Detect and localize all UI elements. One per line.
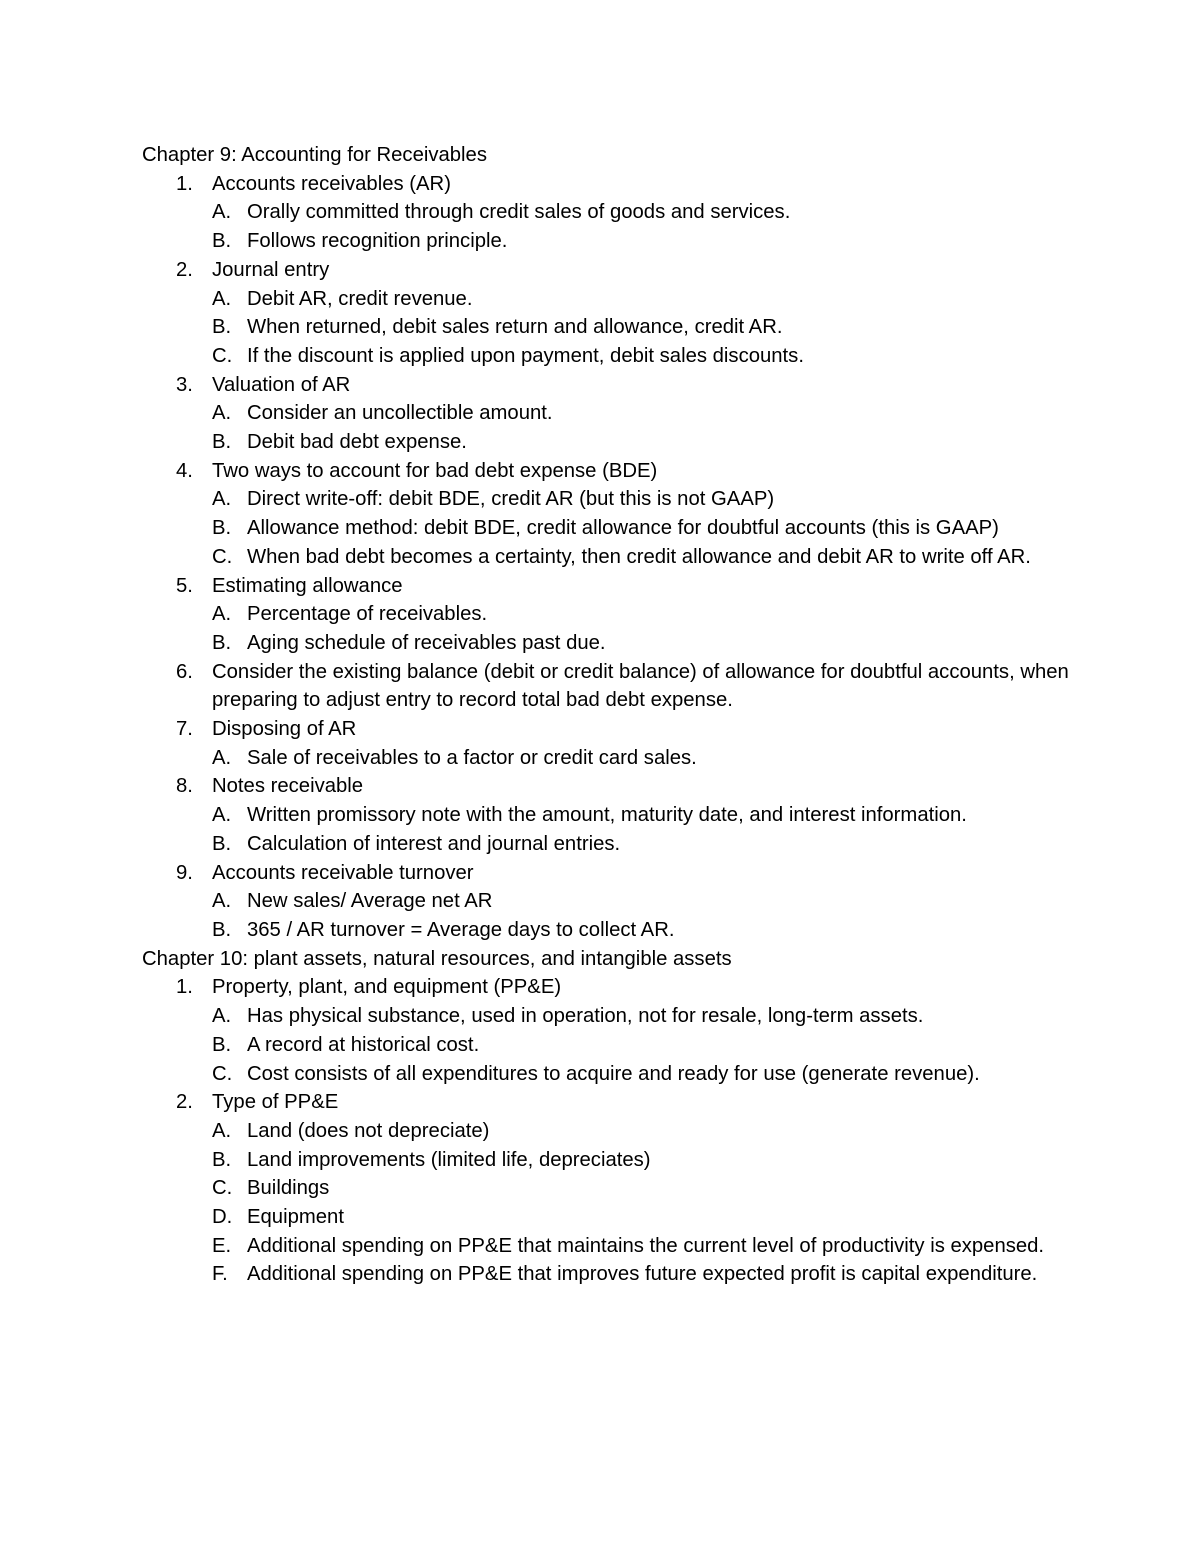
sublist-item-letter: D.: [212, 1206, 233, 1229]
sublist-item-letter: C.: [212, 1062, 233, 1085]
sublist-item-text: Debit bad debt expense.: [247, 431, 467, 454]
sublist-item-text: Percentage of receivables.: [247, 603, 488, 626]
sublist-item: [142, 1060, 1082, 1089]
sublist-item-letter: B.: [212, 1033, 232, 1056]
sublist-item-text: Land (does not depreciate): [247, 1119, 490, 1142]
sublist-item: [142, 543, 1082, 572]
sublist-item-letter: C.: [212, 1177, 233, 1200]
sublist-item-text: A record at historical cost.: [247, 1033, 480, 1056]
list-item-text: Accounts receivables (AR): [212, 172, 451, 195]
lettered-sublist: [142, 801, 1082, 858]
list-item: [142, 572, 1082, 658]
document-body: [142, 141, 1082, 1289]
lettered-sublist: [142, 1002, 1082, 1088]
lettered-sublist: [142, 1117, 1082, 1289]
sublist-item: [142, 227, 1082, 256]
sublist-item-text: Written promissory note with the amount, maturity date, and interest information.: [247, 804, 967, 827]
sublist-item-letter: B.: [212, 316, 232, 339]
list-item: [142, 715, 1082, 772]
sublist-item: [142, 1260, 1082, 1289]
sublist-item-text: Follows recognition principle.: [247, 230, 508, 253]
sublist-item-letter: A.: [212, 746, 232, 769]
sublist-item: [142, 916, 1082, 945]
sublist-item: [142, 887, 1082, 916]
sublist-item: [142, 600, 1082, 629]
list-item: [142, 772, 1082, 858]
sublist-item: [142, 428, 1082, 457]
sublist-item-text: 365 / AR turnover = Average days to collect AR.: [247, 918, 675, 941]
sublist-item-letter: B.: [212, 918, 232, 941]
sublist-item-letter: A.: [212, 603, 232, 626]
sublist-item-text: Has physical substance, used in operation, not for resale, long-term assets.: [247, 1005, 924, 1028]
chapter-section: [142, 141, 1082, 945]
list-item: [142, 859, 1082, 945]
sublist-item-letter: B.: [212, 832, 232, 855]
list-item-text: Consider the existing balance (debit or credit balance) of allowance for doubtful accounts, when preparing to adjust entry to record total bad debt expense.: [212, 660, 1069, 712]
sublist-item-text: Cost consists of all expenditures to acquire and ready for use (generate revenue).: [247, 1062, 980, 1085]
list-item-number: 2.: [176, 1091, 193, 1114]
sublist-item-letter: A.: [212, 201, 232, 224]
list-item-number: 9.: [176, 861, 193, 884]
sublist-item-text: Sale of receivables to a factor or credit card sales.: [247, 746, 697, 769]
sublist-item-text: If the discount is applied upon payment, debit sales discounts.: [247, 344, 804, 367]
sublist-item-text: Additional spending on PP&E that maintains the current level of productivity is expensed.: [247, 1234, 1045, 1257]
sublist-item-letter: B.: [212, 431, 232, 454]
lettered-sublist: [142, 600, 1082, 657]
sublist-item-letter: A.: [212, 287, 232, 310]
sublist-item-text: Debit AR, credit revenue.: [247, 287, 473, 310]
chapter-heading: Chapter 9: Accounting for Receivables: [142, 144, 487, 166]
sublist-item-text: New sales/ Average net AR: [247, 890, 493, 913]
sublist-item: [142, 285, 1082, 314]
sublist-item: [142, 485, 1082, 514]
sublist-item-letter: F.: [212, 1263, 228, 1286]
list-item-text: Notes receivable: [212, 775, 364, 798]
sublist-item-text: Allowance method: debit BDE, credit allowance for doubtful accounts (this is GAAP): [247, 517, 999, 540]
lettered-sublist: [142, 285, 1082, 371]
sublist-item-letter: B.: [212, 631, 232, 654]
list-item-number: 1.: [176, 976, 193, 999]
sublist-item: [142, 1174, 1082, 1203]
list-item: [142, 1088, 1082, 1289]
list-item-text: Journal entry: [212, 258, 330, 281]
list-item: [142, 457, 1082, 572]
sublist-item-text: Equipment: [247, 1206, 344, 1229]
sublist-item: [142, 399, 1082, 428]
sublist-item: [142, 313, 1082, 342]
numbered-list: [142, 170, 1082, 945]
sublist-item-text: Additional spending on PP&E that improves future expected profit is capital expenditure.: [247, 1263, 1038, 1286]
sublist-item: [142, 629, 1082, 658]
list-item-number: 6.: [176, 660, 193, 683]
list-item-text: Estimating allowance: [212, 574, 403, 597]
sublist-item-text: When bad debt becomes a certainty, then credit allowance and debit AR to write off AR.: [247, 545, 1031, 568]
sublist-item: [142, 1002, 1082, 1031]
sublist-item-letter: C.: [212, 545, 233, 568]
list-item: [142, 658, 1082, 715]
list-item: [142, 256, 1082, 371]
sublist-item: [142, 514, 1082, 543]
list-item-number: 7.: [176, 718, 193, 741]
list-item-text: Accounts receivable turnover: [212, 861, 474, 884]
sublist-item-letter: A.: [212, 804, 232, 827]
list-item-number: 2.: [176, 258, 193, 281]
lettered-sublist: [142, 485, 1082, 571]
sublist-item-letter: C.: [212, 344, 233, 367]
sublist-item-text: When returned, debit sales return and allowance, credit AR.: [247, 316, 783, 339]
sublist-item: [142, 1031, 1082, 1060]
list-item-number: 4.: [176, 459, 193, 482]
list-item: [142, 170, 1082, 256]
list-item-number: 3.: [176, 373, 193, 396]
lettered-sublist: [142, 887, 1082, 944]
list-item-text: Valuation of AR: [212, 373, 351, 396]
list-item-number: 8.: [176, 775, 193, 798]
sublist-item-text: Calculation of interest and journal entries.: [247, 832, 621, 855]
sublist-item: [142, 801, 1082, 830]
sublist-item: [142, 1117, 1082, 1146]
sublist-item-letter: B.: [212, 230, 232, 253]
lettered-sublist: [142, 198, 1082, 255]
sublist-item: [142, 1146, 1082, 1175]
sublist-item-letter: A.: [212, 890, 232, 913]
lettered-sublist: [142, 744, 1082, 773]
sublist-item-letter: A.: [212, 1119, 232, 1142]
sublist-item: [142, 1203, 1082, 1232]
sublist-item-text: Orally committed through credit sales of goods and services.: [247, 201, 791, 224]
list-item-number: 5.: [176, 574, 193, 597]
sublist-item: [142, 744, 1082, 773]
sublist-item: [142, 198, 1082, 227]
sublist-item-text: Land improvements (limited life, depreciates): [247, 1148, 651, 1171]
list-item-text: Type of PP&E: [212, 1091, 339, 1114]
sublist-item-letter: B.: [212, 517, 232, 540]
sublist-item-letter: B.: [212, 1148, 232, 1171]
sublist-item-letter: A.: [212, 1005, 232, 1028]
chapter-section: [142, 945, 1082, 1289]
sublist-item: [142, 830, 1082, 859]
sublist-item-text: Buildings: [247, 1177, 330, 1200]
list-item-text: Property, plant, and equipment (PP&E): [212, 976, 562, 999]
sublist-item: [142, 1232, 1082, 1261]
sublist-item-letter: E.: [212, 1234, 232, 1257]
list-item-number: 1.: [176, 172, 193, 195]
sublist-item-text: Consider an uncollectible amount.: [247, 402, 553, 425]
sublist-item-letter: A.: [212, 488, 232, 511]
sublist-item: [142, 342, 1082, 371]
lettered-sublist: [142, 399, 1082, 456]
numbered-list: [142, 973, 1082, 1289]
list-item: [142, 371, 1082, 457]
list-item-text: Disposing of AR: [212, 718, 357, 741]
sublist-item-letter: A.: [212, 402, 232, 425]
chapter-heading: Chapter 10: plant assets, natural resources, and intangible assets: [142, 947, 732, 970]
list-item-text: Two ways to account for bad debt expense (BDE): [212, 459, 658, 482]
sublist-item-text: Direct write-off: debit BDE, credit AR (but this is not GAAP): [247, 488, 775, 511]
sublist-item-text: Aging schedule of receivables past due.: [247, 631, 606, 654]
list-item: [142, 973, 1082, 1088]
